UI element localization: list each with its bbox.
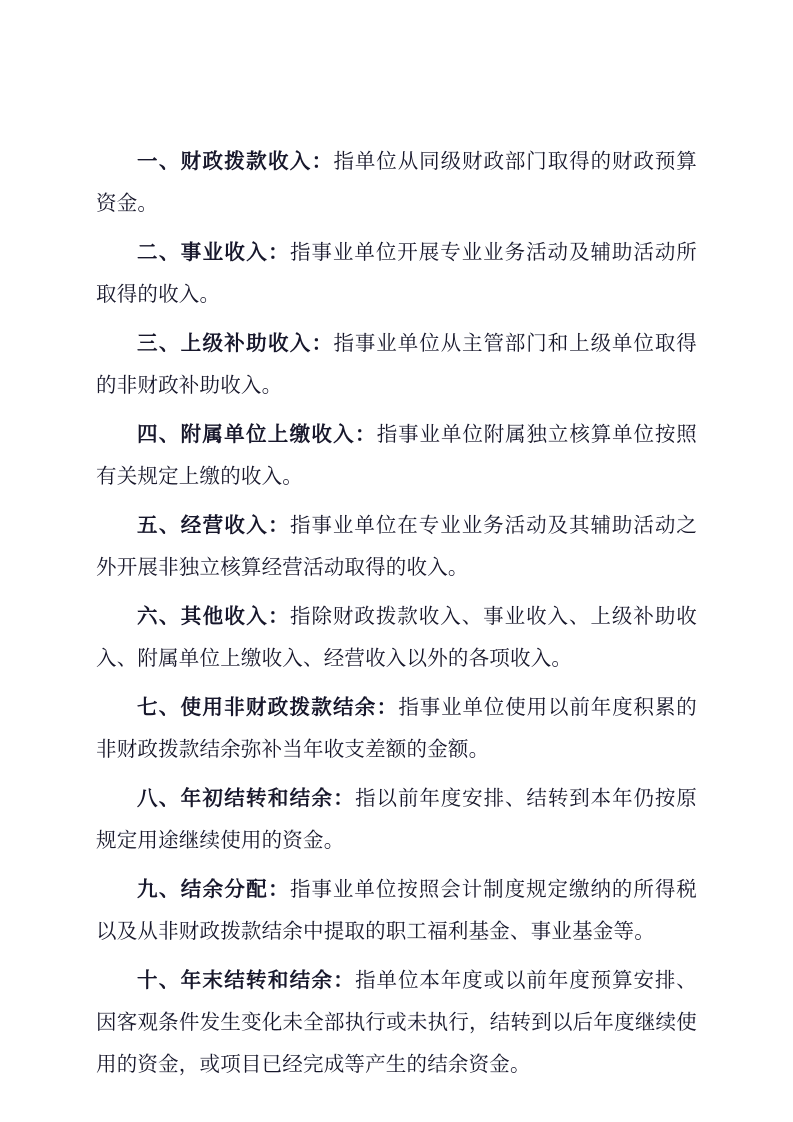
- paragraph-text: 指以前年度安排、结转到本年仍按原规定用途继续使用的资金。: [96, 788, 698, 852]
- paragraph-item: [96, 959, 697, 1086]
- paragraph-text: 指单位本年度或以前年度预算安排、因客观条件发生变化未全部执行或未执行，结转到以后年度继续使用的资金，或项目已经完成等产生的结余资金。: [96, 970, 698, 1076]
- paragraph-text: 指事业单位使用以前年度积累的非财政拨款结余弥补当年收支差额的金额。: [96, 697, 697, 761]
- paragraph-text: 指事业单位开展专业业务活动及辅助活动所取得的收入。: [96, 242, 697, 306]
- paragraph-lead: 六、其他收入：: [137, 604, 291, 628]
- paragraph-item: [96, 322, 697, 407]
- paragraph-lead: 三、上级补助收入：: [137, 331, 334, 355]
- paragraph-lead: 五、经营收入：: [137, 513, 291, 537]
- paragraph-lead: 二、事业收入：: [137, 240, 291, 264]
- paragraph-item: [96, 140, 697, 225]
- document-body: [96, 140, 697, 1086]
- paragraph-item: [96, 868, 697, 953]
- paragraph-item: [96, 777, 697, 862]
- paragraph-text: 指除财政拨款收入、事业收入、上级补助收入、附属单位上缴收入、经营收入以外的各项收入。: [96, 606, 697, 670]
- paragraph-lead: 十、年末结转和结余：: [137, 968, 356, 992]
- paragraph-item: [96, 686, 697, 771]
- paragraph-item: [96, 231, 697, 316]
- paragraph-text: 指单位从同级财政部门取得的财政预算资金。: [96, 151, 697, 215]
- paragraph-item: [96, 413, 697, 498]
- paragraph-text: 指事业单位附属独立核算单位按照有关规定上缴的收入。: [96, 424, 698, 488]
- paragraph-text: 指事业单位按照会计制度规定缴纳的所得税以及从非财政拨款结余中提取的职工福利基金、事业基金等。: [96, 879, 697, 943]
- paragraph-item: [96, 504, 697, 589]
- paragraph-lead: 一、财政拨款收入：: [137, 149, 334, 173]
- paragraph-item: [96, 595, 697, 680]
- paragraph-lead: 九、结余分配：: [137, 877, 291, 901]
- paragraph-text: 指事业单位从主管部门和上级单位取得的非财政补助收入。: [96, 333, 697, 397]
- paragraph-lead: 八、年初结转和结余：: [137, 786, 356, 810]
- paragraph-lead: 四、附属单位上缴收入：: [137, 422, 377, 446]
- paragraph-lead: 七、使用非财政拨款结余：: [137, 695, 399, 719]
- paragraph-text: 指事业单位在专业业务活动及其辅助活动之外开展非独立核算经营活动取得的收入。: [96, 515, 697, 579]
